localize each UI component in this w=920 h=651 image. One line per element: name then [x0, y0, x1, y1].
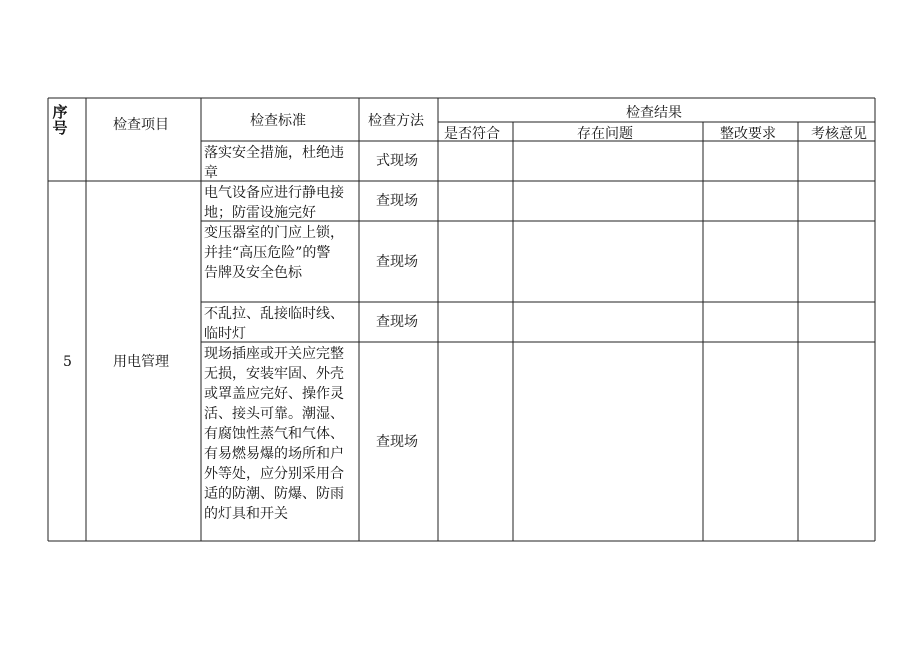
header-result: 检查结果	[626, 105, 682, 121]
row-method-3: 查现场	[376, 314, 418, 330]
row-standard-0: 落实安全措施，杜绝违 章	[204, 145, 344, 181]
row-method-1: 查现场	[376, 193, 418, 209]
header-conform: 是否符合	[444, 126, 500, 142]
row-standard-1: 电气设备应进行静电接 地；防雷设施完好	[204, 185, 344, 221]
row-standard-2: 变压器室的门应上锁， 并挂“高压危险”的警 告牌及安全色标	[204, 225, 344, 281]
row-method-0: 式现场	[376, 153, 418, 169]
header-problem: 存在问题	[577, 126, 633, 142]
header-method: 检查方法	[368, 113, 424, 129]
row-method-4: 查现场	[376, 434, 418, 450]
group-seq: 5	[63, 354, 72, 370]
group-item: 用电管理	[113, 354, 169, 370]
header-item: 检查项目	[113, 117, 169, 133]
row-method-2: 查现场	[376, 254, 418, 270]
header-standard: 检查标准	[250, 113, 306, 129]
header-rectify: 整改要求	[720, 126, 776, 142]
row-standard-4: 现场插座或开关应完整 无损，安装牢固、外壳 或罩盖应完好、操作灵 活、接头可靠。潮湿、 有腐蚀性蒸气和气体、 有易燃易爆的场所和户 外等处，应分别采用合 适的防潮、防爆、防雨 的灯具和开关	[204, 346, 344, 522]
header-seq: 序号	[52, 103, 68, 137]
header-opinion: 考核意见	[811, 126, 867, 142]
row-standard-3: 不乱拉、乱接临时线、 临时灯	[204, 306, 344, 342]
